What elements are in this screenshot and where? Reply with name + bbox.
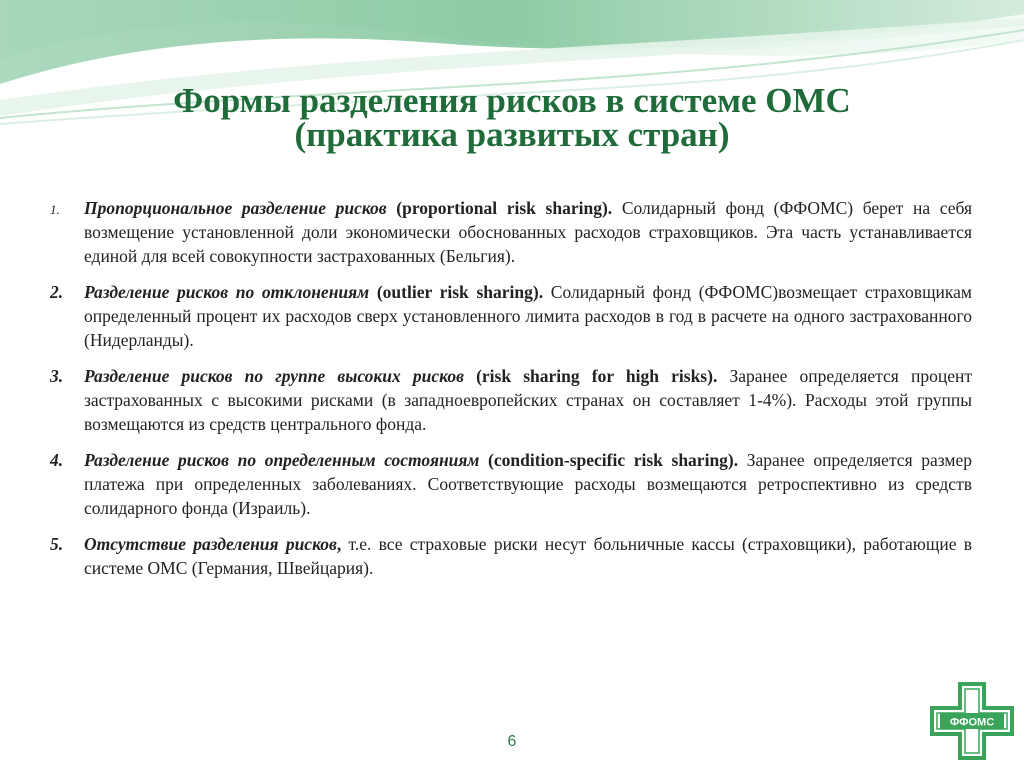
item-term: Разделение рисков по отклонениям [84,282,370,302]
item-english-term: , [336,534,342,554]
list-item [50,448,972,520]
list-item [50,196,972,268]
page-number: 6 [507,733,517,750]
item-number: 3. [50,366,64,386]
item-term: Пропорциональное разделение рисков [84,198,387,218]
page-title [60,81,964,154]
item-term: Разделение рисков по группе высоких рисков [84,366,464,386]
item-term: Разделение рисков по определенным состояниям [84,450,480,470]
item-english-term: (risk sharing for high risks). [476,366,718,386]
item-number: 4. [50,450,64,470]
list-item [50,532,972,580]
item-english-term: (condition-specific risk sharing). [488,450,739,470]
item-text: Солидарный фонд (ФФОМС)возмещает страховщикам определенный процент их расходов сверх установленного лимита расходов в год в расчете на одного застрахованного (Нидерланды). [84,282,972,350]
item-term: Отсутствие разделения рисков [84,534,337,554]
risk-sharing-list [50,196,972,592]
item-english-term: (proportional risk sharing). [396,198,613,218]
item-number: 1. [50,202,60,217]
title-line-1: Формы разделения рисков в системе ОМС [173,81,851,120]
logo-text: ФФОМС [949,716,995,729]
item-english-term: (outlier risk sharing). [376,282,544,302]
cross-logo-icon [930,682,1014,760]
item-text: Заранее определяется процент застрахованных с высокими рисками (в западноевропейских странах он составляет 1-4%). Расходы этой группы возмещаются из средств центрального фонда. [84,366,973,434]
item-text: т.е. все страховые риски несут больничные кассы (страховщики), работающие в системе ОМС (Германия, Швейцария). [84,534,972,578]
list-item [50,280,972,352]
title-line-2: (практика развитых стран) [294,115,730,154]
item-number: 2. [50,282,64,302]
item-number: 5. [50,534,64,554]
item-text: Солидарный фонд (ФФОМС) берет на себя возмещение установленной доли экономически обоснованных расходов страховщиков. Эта часть устанавливается единой для всей совокупности застрахованных (Бельгия). [84,198,973,266]
item-text: Заранее определяется размер платежа при определенных заболеваниях. Соответствующие расходы возмещаются ретроспективно из средств солидарного фонда (Израиль). [84,450,973,518]
list-item [50,364,972,436]
